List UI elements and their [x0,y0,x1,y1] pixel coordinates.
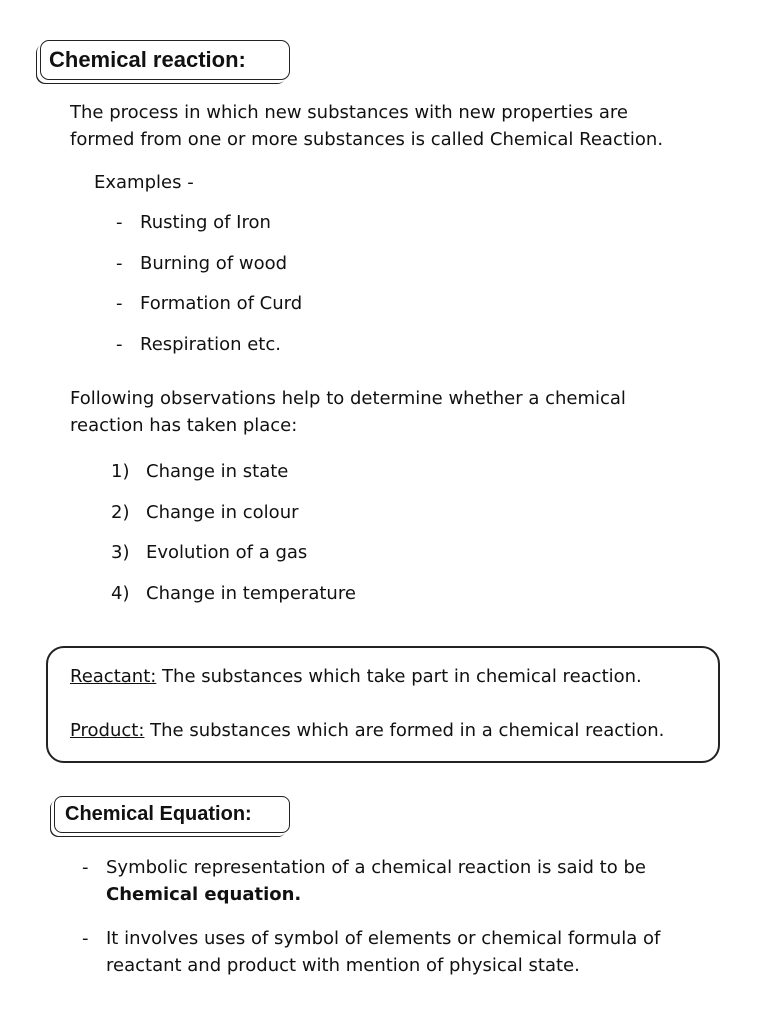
equation-point-text [106,925,660,979]
observation-item [111,461,288,483]
example-item [116,212,271,234]
example-item [116,253,287,275]
product-text: The substances which are formed in a chemical reaction. [144,720,665,741]
reactant-text: The substances which take part in chemical reaction. [156,666,642,687]
observations-intro [70,385,626,439]
reactant-definition [70,666,642,688]
observation-number: 2) [111,502,130,523]
reactant-term: Reactant: [70,666,157,687]
observation-text: Change in colour [146,502,299,523]
example-dash: - [116,293,123,314]
example-text: Respiration etc. [140,334,281,355]
chemical-reaction-heading: Chemical reaction: [40,40,290,80]
chemical-equation-heading: Chemical Equation: [54,796,290,833]
observation-item [111,583,356,605]
reaction-definition [70,99,663,153]
bullet-dash: - [82,928,89,949]
reactant-product-box [46,646,720,763]
observation-number: 1) [111,461,130,482]
equation-point [82,854,722,908]
equation-point-line-2: reactant and product with mention of physical state. [106,955,580,976]
observation-item [111,542,307,564]
example-text: Rusting of Iron [140,212,271,233]
reaction-definition-line-1: The process in which new substances with new properties are [70,102,628,123]
bullet-dash: - [82,857,89,878]
observation-text: Change in temperature [146,583,356,604]
observations-intro-line-2: reaction has taken place: [70,415,298,436]
observation-text: Evolution of a gas [146,542,308,563]
example-item [116,293,302,315]
example-text: Burning of wood [140,253,288,274]
observation-number: 4) [111,583,130,604]
equation-point-line-1: It involves uses of symbol of elements or chemical formula of [106,928,661,949]
equation-point [82,925,722,979]
example-dash: - [116,253,123,274]
example-item [116,334,281,356]
observation-item [111,502,299,524]
equation-point-text [106,854,646,908]
reaction-definition-line-2: formed from one or more substances is called Chemical Reaction. [70,129,664,150]
example-text: Formation of Curd [140,293,303,314]
observation-text: Change in state [146,461,289,482]
example-dash: - [116,212,123,233]
observations-intro-line-1: Following observations help to determine whether a chemical [70,388,626,409]
product-definition [70,720,664,742]
observation-number: 3) [111,542,130,563]
examples-label: Examples - [94,172,194,193]
product-term: Product: [70,720,145,741]
example-dash: - [116,334,123,355]
equation-point-bold-term: Chemical equation. [106,884,302,905]
equation-point-line-1: Symbolic representation of a chemical reaction is said to be [106,857,646,878]
